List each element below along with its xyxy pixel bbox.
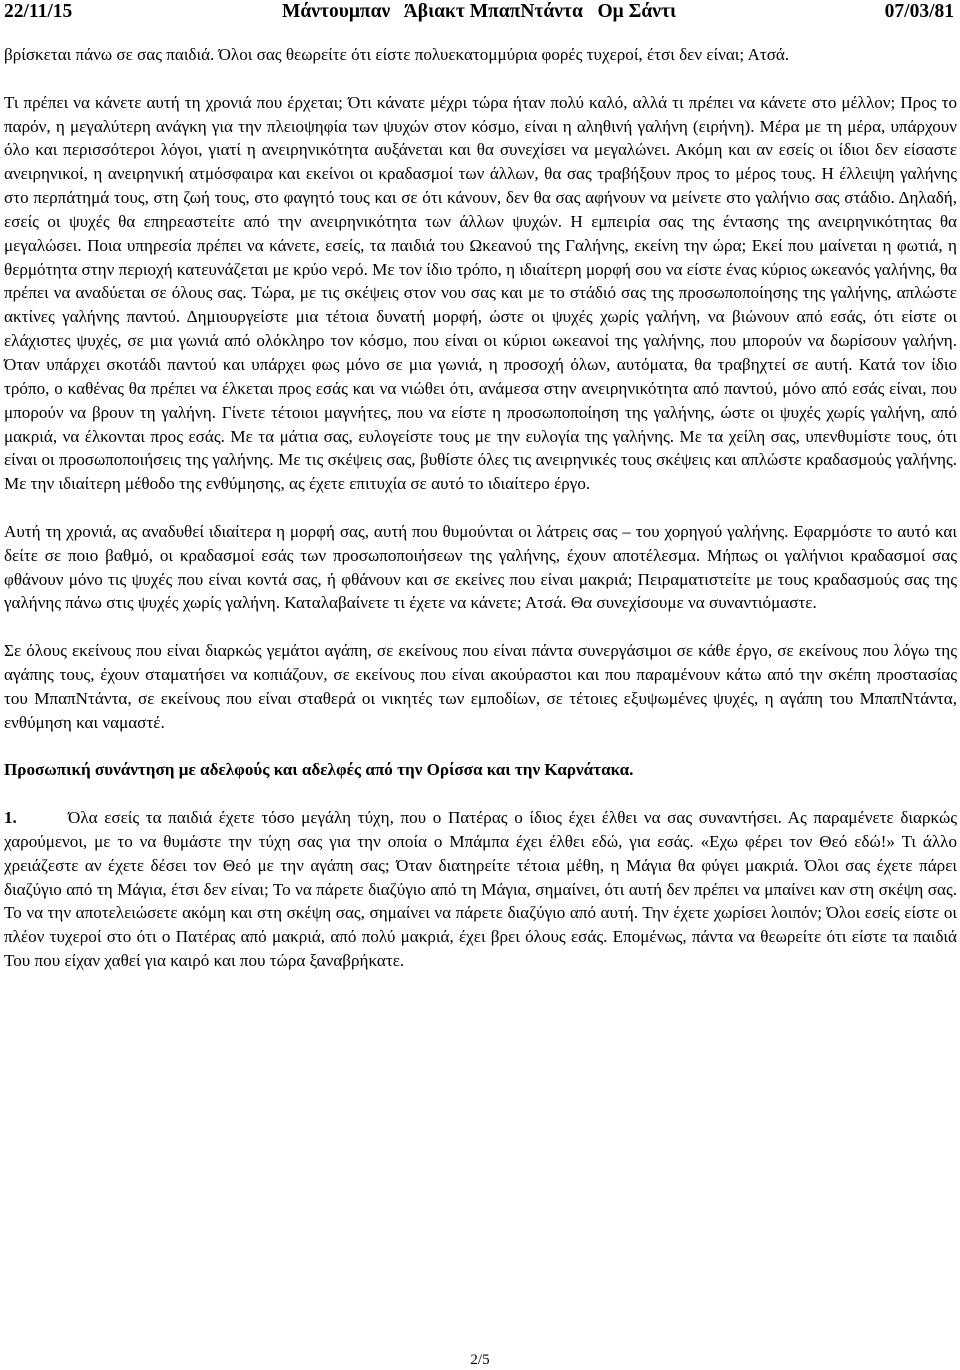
page-number: 2/5: [470, 1352, 490, 1368]
header-title: Μάντουμπαν Άβιακτ ΜπαπΝτάντα Ομ Σάντι: [281, 1, 676, 22]
paragraph-continued: βρίσκεται πάνω σε σας παιδιά. Όλοι σας θεωρείτε ότι είστε πολυεκατομμύρια φορές τυχεροί, έτσι δεν είναι; Ατσά.: [4, 45, 790, 64]
header-date-left: 22/11/15: [4, 1, 73, 22]
header-date-right: 07/03/81: [884, 1, 954, 22]
paragraph-blessing: Σε όλους εκείνους που είναι διαρκώς γεμάτοι αγάπη, σε εκείνους που είναι πάντα συνεργάσιμοι σε κάθε έργο, σε εκείνους που λόγω της αγάπης τους, έχουν σταματήσει να κοπιάζουν, σε εκείνους που είναι ακούραστοι και που παραμένουν κάτω από την σκέπη προστασίας του ΜπαπΝτάντα, σε εκείνους που είναι σταθερά οι νικητές των εμποδίων, σε τέτοιες εξυψωμένες ψυχές, η αγάπη του ΜπαπΝτάντα, ενθύμηση και ναμαστέ.: [4, 641, 957, 732]
paragraph-bestower-of-peace: Αυτή τη χρονιά, ας αναδυθεί ιδιαίτερα η μορφή σας, αυτή που θυμούνται οι λάτρεις σας – του χορηγού γαλήνης. Εφαρμόστε το αυτό και δείτε σε ποιο βαθμό, οι κραδασμοί εσάς των προσωποποιήσεων της γαλήνης, έχουν αποτέλεσμα. Μήπως οι γαλήνιοι κραδασμοί σας φθάνουν μόνο τις ψυχές που είναι κοντά σας, ή φθάνουν και σε εκείνες που είναι μακριά; Πειραματιστείτε με τους κραδασμούς σας της γαλήνης πάνω στις ψυχές χωρίς γαλήνη. Καταλαβαίνετε τι έχετε να κάνετε; Ατσά. Θα συνεχίσουμε να συναντιόμαστε.: [4, 521, 957, 613]
paragraph-peace-service: Τι πρέπει να κάνετε αυτή τη χρονιά που έρχεται; Ότι κάνατε μέχρι τώρα ήταν πολύ καλό, αλλά τι πρέπει να κάνετε στο μέλλον; Προς το παρόν, η μεγαλύτερη ανάγκη για την πλειοψηφία των ψυχών στον κόσμο, είναι η αληθινή γαλήνη (ειρήνη). Μέρα με τη μέρα, υπάρχουν όλο και περισσότεροι λόγοι, γιατί η ανειρηνικότητα αυξάνεται και θα συνεχίσει να μεγαλώνει. Ακόμη και αν εσείς οι ίδιοι δεν είσαστε ανειρηνικοί, η ανειρηνική ατμόσφαιρα και εκείνοι οι κραδασμοί των άλλων, θα σας τραβήξουν προς το μέρος τους. Η έλλειψη γαλήνης στο περπάτημά τους, στη ζωή τους, στο φαγητό τους και σε ότι κάνουν, δεν θα σας αφήνουν να μείνετε στο γαλήνιο σας στάδιο. Δηλαδή, εσείς οι ψυχές θα επηρεαστείτε από την ανειρηνικότητα των άλλων ψυχών. Η εμπειρία σας της έντασης της ανειρηνικότητας θα μεγαλώσει. Ποια υπηρεσία πρέπει να κάνετε, εσείς, τα παιδιά του Ωκεανού της Γαλήνης, εκείνη την ώρα; Εκεί που μαίνεται η φωτιά, η θερμότητα στην περιοχή κατευνάζεται με κρύο νερό. Με τον ίδιο τρόπο, η ιδιαίτερη μορφή σου να είστε ένας κύριος ωκεανός γαλήνης, θα πρέπει να αναδύεται σε όλους σας. Τώρα, με τις σκέψεις στον νου σας και με το στάδιό σας της προσωποποίησης της γαλήνης, απλώστε ακτίνες γαλήνης παντού. Δημιουργείστε μια τέτοια δυνατή μορφή, ώστε οι ψυχές χωρίς γαλήνη, να βιώνουν από εσάς, ότι είστε οι ελάχιστες ψυχές, σε μια γωνιά από ολόκληρο τον κόσμο, που είναι οι κύριοι ωκεανοί της γαλήνης, που μπορούν να δωρίσουν γαλήνη. Όταν υπάρχει σκοτάδι παντού και υπάρχει φως μόνο σε μια γωνιά, η προσοχή όλων, αυτόματα, θα τραβηχτεί σε αυτή. Κατά τον ίδιο τρόπο, ο καθένας θα πρέπει να έλκεται προς εσάς και να νιώθει ότι, ανάμεσα στην ανειρηνικότητα από παντού, μόνο από εσάς είναι, που μπορούν να βρουν τη γαλήνη. Γίνετε τέτοιοι μαγνήτες, που να είστε η προσωποποίηση της γαλήνης, ώστε οι ψυχές χωρίς γαλήνη, από μακριά, να έλκονται προς εσάς. Με τα μάτια σας, ευλογείστε τους με την ευλογία της γαλήνης. Με τα χείλη σας, υπενθυμίστε τους, ότι είναι οι προσωποποιήσεις της γαλήνης. Με τις σκέψεις σας, βυθίστε όλες τις ανειρηνικές τους σκέψεις και απλώστε κραδασμούς γαλήνης. Με την ιδιαίτερη μέθοδο της ενθύμησης, ας έχετε επιτυχία σε αυτό το ιδιαίτερο έργο.: [4, 92, 957, 494]
section-heading: Προσωπική συνάντηση με αδελφούς και αδελφές από την Ορίσσα και την Καρνάτακα.: [4, 760, 634, 780]
numbered-item-1: [4, 806, 957, 973]
document-body: [4, 43, 957, 973]
item-text: Όλα εσείς τα παιδιά έχετε τόσο μεγάλη τύχη, που ο Πατέρας ο ίδιος έχει έλθει να σας συναντήσει. Ας παραμένετε διαρκώς χαρούμενοι, με το να θυμάστε την τύχη σας για την οποία ο Μπάμπα έχει έλθει εδώ, για εσάς. «Εχω φέρει τον Θεό εδώ!» Τι άλλο χρειάζεστε αν έχετε δέσει τον Θεό με την αγάπη σας; Όταν διατηρείτε τέτοια μέθη, η Μάγια θα φύγει μακριά. Όλοι σας έχετε πάρει διαζύγιο από τη Μάγια, έτσι δεν είναι; Το να πάρετε διαζύγιο από τη Μάγια, σημαίνει, ότι αυτή δεν πρέπει να μπαίνει καν στη σκέψη σας. Το να την αποτελειώσετε ακόμη και στη σκέψη σας, σημαίνει να πάρετε διαζύγιο από αυτή. Την έχετε χωρίσει λοιπόν; Όλοι εσείς είστε οι πλέον τυχεροί στο ότι ο Πατέρας από μακριά, από πολύ μακριά, έχει βρει όλους εσάς. Επομένως, πάντα να θεωρείτε ότι είστε τα παιδιά Του που είχαν χαθεί για καιρό και που τώρα ξαναβρήκατε.: [4, 808, 957, 971]
page-header: [4, 1, 954, 29]
item-number: 1.: [4, 808, 17, 827]
